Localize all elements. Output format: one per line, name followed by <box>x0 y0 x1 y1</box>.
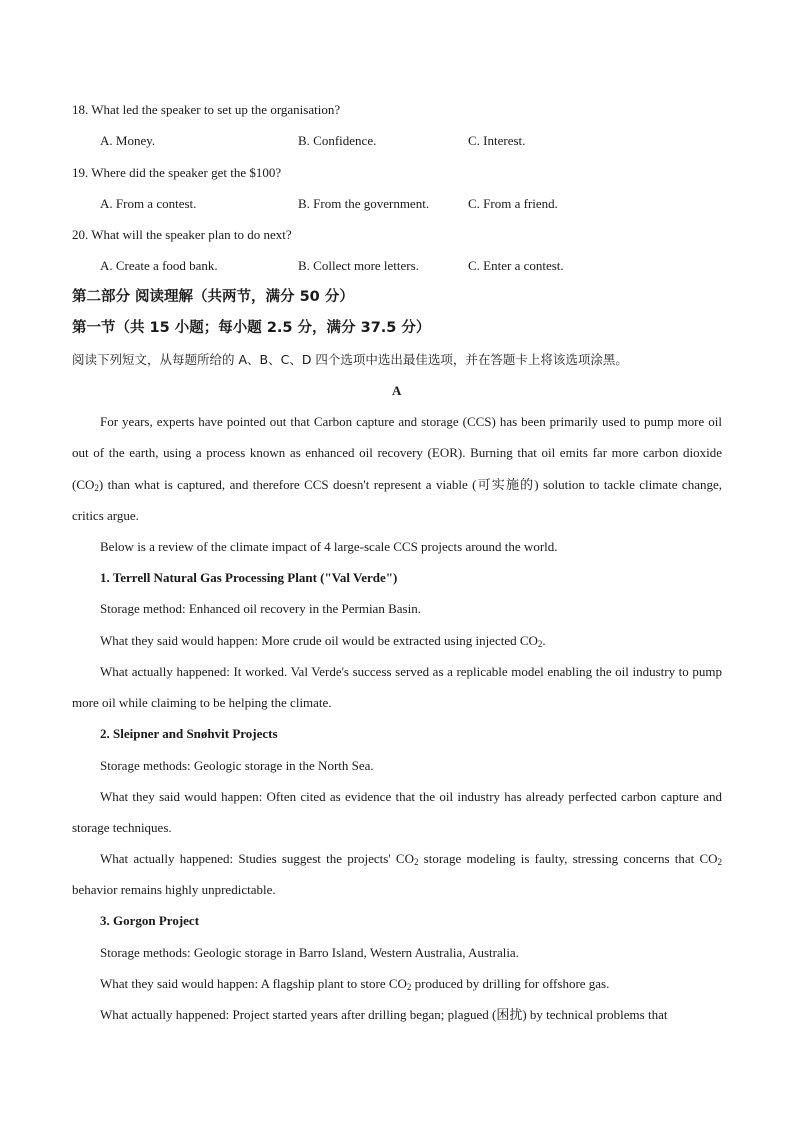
project-2-title: 2. Sleipner and Snøhvit Projects <box>100 726 278 741</box>
project-2-actual-end: behavior remains highly unpredictable. <box>72 882 276 898</box>
part2-heading: 第二部分 阅读理解（共两节，满分 50 分） <box>72 289 354 305</box>
question-19-option-a: A. From a contest. <box>100 196 197 211</box>
project-3-storage: Storage methods: Geologic storage in Barro Island, Western Australia, Australia. <box>100 945 519 960</box>
question-18-option-a: A. Money. <box>100 133 156 148</box>
co2-subscript: 2 <box>717 857 723 867</box>
instruction-text: 阅读下列短文，从每题所给的 A、B、C、D 四个选项中选出最佳选项，并在答题卡上将该选项涂黑。 <box>72 352 628 367</box>
question-19-stem: 19. Where did the speaker get the $100? <box>72 165 282 180</box>
project-2-actual-text: What actually happened: Studies suggest the projects' CO <box>100 851 414 866</box>
intro-paragraph-2: Below is a review of the climate impact of 4 large-scale CCS projects around the world. <box>100 539 558 554</box>
project-3-said <box>72 968 722 999</box>
project-2-actual-mid: storage modeling is faulty, stressing concerns that CO <box>418 851 718 866</box>
passage-label: A <box>392 383 402 398</box>
project-3-said-end: produced by drilling for offshore gas. <box>411 976 610 991</box>
project-1-storage: Storage method: Enhanced oil recovery in the Permian Basin. <box>100 601 421 616</box>
project-3-said-text: What they said would happen: A flagship plant to store CO <box>100 976 407 991</box>
project-1-title: 1. Terrell Natural Gas Processing Plant ("Val Verde") <box>100 570 398 585</box>
project-2-storage: Storage methods: Geologic storage in the North Sea. <box>100 758 374 773</box>
question-20-option-a: A. Create a food bank. <box>100 258 218 273</box>
project-2-said: What they said would happen: Often cited as evidence that the oil industry has already perfected carbon capture and storage techniques. <box>72 789 722 836</box>
co2-subscript: 2 <box>413 857 419 867</box>
question-20-option-b: B. Collect more letters. <box>298 258 419 273</box>
question-18-option-b: B. Confidence. <box>298 133 377 148</box>
question-20-option-c: C. Enter a contest. <box>468 258 564 273</box>
project-1-said <box>72 625 722 656</box>
question-19-option-b: B. From the government. <box>298 196 430 211</box>
co2-subscript: 2 <box>406 982 412 992</box>
project-1-said-end: . <box>542 633 546 648</box>
co2-subscript: 2 <box>94 482 99 493</box>
intro-1-tail-text: ) than what is captured, and therefore CCS doesn't represent a viable (可实施的) solution to tackle climate change, critics argue. <box>72 476 722 523</box>
question-20-stem: 20. What will the speaker plan to do next? <box>72 227 292 242</box>
project-2-actual <box>72 843 722 906</box>
section1-heading: 第一节（共 15 小题；每小题 2.5 分，满分 37.5 分） <box>72 320 431 336</box>
project-3-actual: What actually happened: Project started years after drilling began; plagued (困扰) by technical problems that <box>100 1007 668 1022</box>
intro-1-text: For years, experts have pointed out that Carbon capture and storage (CCS) has been primarily used to pump more oil out of the earth, using a process known as enhanced oil recovery (EOR). Burning that oil emits far more carbon dioxide (CO <box>72 414 722 492</box>
co2-subscript: 2 <box>537 639 543 649</box>
question-19-option-c: C. From a friend. <box>468 196 558 211</box>
project-1-actual: What actually happened: It worked. Val Verde's success served as a replicable model enabling the oil industry to pump more oil while claiming to be helping the climate. <box>72 664 722 711</box>
project-1-said-text: What they said would happen: More crude oil would be extracted using injected CO <box>100 633 538 648</box>
project-3-title: 3. Gorgon Project <box>100 913 200 928</box>
intro-paragraph-1 <box>72 406 722 531</box>
question-18-option-c: C. Interest. <box>468 133 526 148</box>
question-18-stem: 18. What led the speaker to set up the organisation? <box>72 102 341 117</box>
